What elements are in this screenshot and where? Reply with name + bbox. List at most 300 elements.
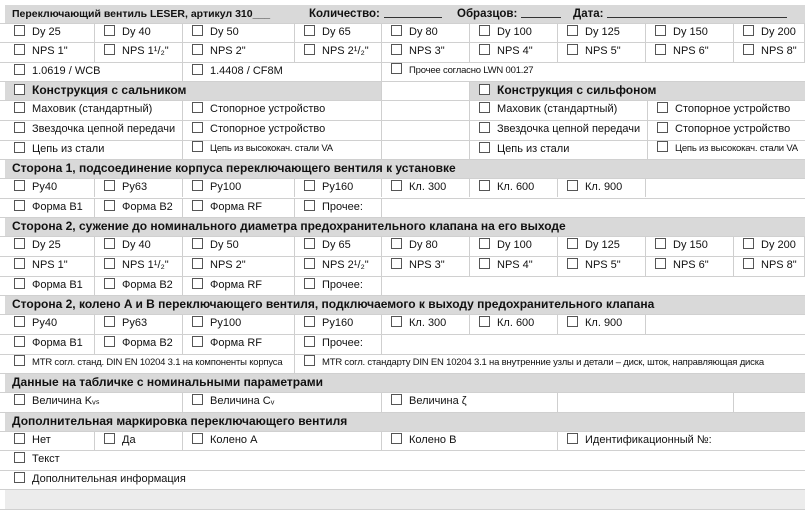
option-label: Dy 25 <box>32 26 61 38</box>
bottom-bar <box>5 489 805 509</box>
bellows-locking2-option[interactable] <box>648 120 805 140</box>
option-label: NPS 5" <box>585 259 621 271</box>
option-label: Кл. 300 <box>409 317 447 329</box>
option-label: Текст <box>32 453 60 465</box>
option-label: NPS 1¹/₂" <box>122 45 169 57</box>
checkbox-icon <box>567 44 578 55</box>
checkbox-icon <box>192 25 203 36</box>
option-label: Ру40 <box>32 181 58 193</box>
checkbox-icon <box>567 238 578 249</box>
blank-cell <box>646 178 805 197</box>
mtr-body-option[interactable] <box>5 354 295 373</box>
option-label: Dy 100 <box>497 239 532 251</box>
dy-size-option[interactable] <box>95 23 183 42</box>
bellows-sprocket-option[interactable] <box>470 120 648 140</box>
option-label: Ру100 <box>210 181 242 193</box>
checkbox-icon <box>391 238 402 249</box>
material-cf8m-option[interactable] <box>183 62 382 81</box>
side2b-pressure-option[interactable] <box>470 314 558 334</box>
option-label: Dy 40 <box>122 239 151 251</box>
checkbox-icon <box>304 25 315 36</box>
side2a-dy-size-option[interactable] <box>382 236 470 256</box>
dy-size-option[interactable] <box>558 23 646 42</box>
option-label: Dy 25 <box>32 239 61 251</box>
dy-size-option[interactable] <box>470 23 558 42</box>
option-label: Колено B <box>409 434 457 446</box>
checkbox-icon <box>391 433 402 444</box>
option-label: NPS 3" <box>409 45 445 57</box>
side1-pressure-option[interactable] <box>5 178 95 197</box>
option-label: Прочее: <box>322 201 363 213</box>
option-label: Цепь из стали <box>497 143 570 155</box>
option-label: NPS 8" <box>761 259 797 271</box>
option-label: NPS 8" <box>761 45 797 57</box>
form-title: Переключающий вентиль LESER, артикул 310___ <box>12 8 271 20</box>
kvs-option[interactable] <box>5 392 183 412</box>
checkbox-icon <box>479 258 490 269</box>
row-divider <box>0 120 805 121</box>
side2a-dy-size-option[interactable] <box>734 236 805 256</box>
option-label: NPS 2¹/₂" <box>322 45 369 57</box>
option-label: Форма B1 <box>32 337 83 349</box>
side2a-nps-size-option[interactable] <box>382 256 470 276</box>
option-label: Dy 80 <box>409 239 438 251</box>
row-divider <box>0 295 805 296</box>
checkbox-icon <box>104 258 115 269</box>
row-divider <box>0 198 805 199</box>
row-divider <box>0 392 805 393</box>
side2a-nps-size-option[interactable] <box>646 256 734 276</box>
side1-form-option[interactable] <box>295 198 382 217</box>
option-label: NPS 3" <box>409 259 445 271</box>
side2b-form-option[interactable] <box>95 334 183 354</box>
dy-size-option[interactable] <box>646 23 734 42</box>
blank-cell <box>382 198 805 217</box>
option-label: Ру63 <box>122 181 148 193</box>
marking-text-option[interactable] <box>5 450 805 470</box>
option-label: Форма RF <box>210 201 262 213</box>
gland-sprocket-option[interactable] <box>5 120 183 140</box>
side2a-dy-size-option[interactable] <box>646 236 734 256</box>
dy-size-option[interactable] <box>734 23 805 42</box>
checkbox-icon <box>391 44 402 55</box>
side2a-nps-size-option[interactable] <box>558 256 646 276</box>
side2a-dy-size-option[interactable] <box>470 236 558 256</box>
checkbox-icon <box>192 394 203 405</box>
bellows-chain-va-option[interactable] <box>648 140 805 159</box>
material-label: 1.4408 / CF8M <box>210 65 283 77</box>
option-label: Да <box>122 434 136 446</box>
gland-locking2-option[interactable] <box>183 120 382 140</box>
side2a-nps-size-option[interactable] <box>95 256 183 276</box>
marking-title: Дополнительная маркировка переключающего вентиля <box>5 412 805 431</box>
bellows-locking-option[interactable] <box>648 100 805 120</box>
row-divider <box>0 314 805 315</box>
option-label: Форма B2 <box>122 201 173 213</box>
bellows-handwheel-option[interactable] <box>470 100 648 120</box>
checkbox-icon <box>104 44 115 55</box>
row-divider <box>0 42 805 43</box>
side2b-form-option[interactable] <box>5 334 95 354</box>
option-label: NPS 1¹/₂" <box>122 259 169 271</box>
checkbox-icon <box>657 141 668 152</box>
side2b-form-option[interactable] <box>183 334 295 354</box>
form-header <box>5 5 805 23</box>
side1-pressure-option[interactable] <box>95 178 183 197</box>
checkbox-icon <box>14 452 25 463</box>
quantity-field[interactable] <box>309 5 380 23</box>
option-label: Форма B2 <box>122 337 173 349</box>
checkbox-icon <box>567 25 578 36</box>
checkbox-icon <box>304 316 315 327</box>
nps-size-option[interactable] <box>646 42 734 62</box>
option-label: Dy 100 <box>497 26 532 38</box>
option-label: NPS 1" <box>32 259 68 271</box>
side2a-nps-size-option[interactable] <box>295 256 382 276</box>
samples-label: Образцов: <box>457 8 518 20</box>
nps-size-option[interactable] <box>295 42 382 62</box>
dy-size-option[interactable] <box>295 23 382 42</box>
row-divider <box>0 140 805 141</box>
checkbox-icon <box>14 200 25 211</box>
nameplate-blank <box>734 392 805 412</box>
checkbox-icon <box>304 258 315 269</box>
option-label: Dy 200 <box>761 239 796 251</box>
side2a-dy-size-option[interactable] <box>183 236 295 256</box>
material-wcb-option[interactable] <box>5 62 183 81</box>
marking-elbow-b-option[interactable] <box>382 431 558 450</box>
option-label: Кл. 900 <box>585 317 623 329</box>
cv-option[interactable] <box>183 392 382 412</box>
option-label: Кл. 900 <box>585 181 623 193</box>
checkbox-icon <box>14 44 25 55</box>
row-divider <box>0 334 805 335</box>
side2a-form-option[interactable] <box>183 276 295 295</box>
checkbox-icon <box>304 180 315 191</box>
option-label: Dy 125 <box>585 239 620 251</box>
checkbox-icon <box>192 238 203 249</box>
checkbox-icon <box>14 122 25 133</box>
side2b-form-option[interactable] <box>295 334 382 354</box>
checkbox-icon <box>304 238 315 249</box>
marking-yes-option[interactable] <box>95 431 183 450</box>
checkbox-icon <box>567 180 578 191</box>
option-label: NPS 6" <box>673 45 709 57</box>
side2b-pressure-option[interactable] <box>295 314 382 334</box>
nps-size-option[interactable] <box>95 42 183 62</box>
row-divider <box>0 509 805 510</box>
row-divider <box>0 373 805 374</box>
option-label: Стопорное устройство <box>210 123 326 135</box>
nps-size-option[interactable] <box>5 42 95 62</box>
side2a-nps-size-option[interactable] <box>183 256 295 276</box>
row-divider <box>0 489 805 490</box>
option-label: Звездочка цепной передачи <box>497 123 641 135</box>
marking-elbow-a-option[interactable] <box>183 431 382 450</box>
side1-form-option[interactable] <box>95 198 183 217</box>
option-label: Dy 200 <box>761 26 796 38</box>
side2b-pressure-option[interactable] <box>558 314 646 334</box>
option-label: Dy 50 <box>210 239 239 251</box>
zeta-option[interactable] <box>382 392 558 412</box>
row-divider <box>0 217 805 218</box>
material-label: Прочее согласно LWN 001.27 <box>409 65 534 76</box>
checkbox-icon <box>14 258 25 269</box>
checkbox-icon <box>479 122 490 133</box>
option-label: Прочее: <box>322 337 363 349</box>
row-divider <box>0 354 805 355</box>
checkbox-icon <box>192 64 203 75</box>
checkbox-icon <box>304 278 315 289</box>
checkbox-icon <box>192 122 203 133</box>
checkbox-icon <box>567 316 578 327</box>
nps-size-option[interactable] <box>558 42 646 62</box>
option-label: Ру160 <box>322 181 354 193</box>
checkbox-icon <box>14 355 25 366</box>
blank-cell <box>382 276 805 295</box>
option-label: NPS 5" <box>585 45 621 57</box>
option-label: Стопорное устройство <box>210 103 326 115</box>
side1-pressure-option[interactable] <box>295 178 382 197</box>
option-label: Величина Kᵥₛ <box>32 395 100 407</box>
side2a-dy-size-option[interactable] <box>558 236 646 256</box>
option-label: Ру63 <box>122 317 148 329</box>
checkbox-icon <box>14 142 25 153</box>
checkbox-icon <box>104 180 115 191</box>
material-other-option[interactable] <box>382 62 805 81</box>
checkbox-icon <box>304 355 315 366</box>
marking-extra-option[interactable] <box>5 470 805 489</box>
checkbox-icon <box>743 44 754 55</box>
checkbox-icon <box>104 200 115 211</box>
blank-cell <box>382 334 805 354</box>
option-label: Dy 125 <box>585 26 620 38</box>
side2b-pressure-option[interactable] <box>95 314 183 334</box>
side2a-title: Сторона 2, сужение до номинального диаметра предохранительного клапана на его выходе <box>5 217 805 236</box>
side2b-pressure-option[interactable] <box>5 314 95 334</box>
bellows-title: Конструкция с сильфоном <box>497 83 657 97</box>
nps-size-option[interactable] <box>382 42 470 62</box>
option-label: Маховик (стандартный) <box>32 103 153 115</box>
option-label: Dy 65 <box>322 239 351 251</box>
gland-chain-va-option[interactable] <box>183 140 382 159</box>
option-label: Колено A <box>210 434 258 446</box>
checkbox-icon <box>14 316 25 327</box>
checkbox-icon <box>104 238 115 249</box>
row-divider <box>0 236 805 237</box>
option-label: Цепь из стали <box>32 143 105 155</box>
option-label: Ру160 <box>322 317 354 329</box>
side2a-nps-size-option[interactable] <box>5 256 95 276</box>
checkbox-icon <box>14 278 25 289</box>
side2a-dy-size-option[interactable] <box>5 236 95 256</box>
side1-form-option[interactable] <box>5 198 95 217</box>
quantity-label: Количество: <box>309 8 380 20</box>
row-divider <box>0 178 805 179</box>
checkbox-icon <box>14 394 25 405</box>
dy-size-option[interactable] <box>183 23 295 42</box>
blank-cell <box>646 314 805 334</box>
row-divider <box>0 100 805 101</box>
option-label: Маховик (стандартный) <box>497 103 618 115</box>
option-label: Звездочка цепной передачи <box>32 123 176 135</box>
checkbox-icon <box>391 258 402 269</box>
side2b-title: Сторона 2, колено A и B переключающего вентиля, подключаемого к выходу предохранительного клапана <box>5 295 805 314</box>
option-label: Ру100 <box>210 317 242 329</box>
gland-title: Конструкция с сальником <box>32 83 187 97</box>
option-label: Dy 150 <box>673 26 708 38</box>
checkbox-icon <box>14 336 25 347</box>
checkbox-icon <box>192 336 203 347</box>
side1-pressure-option[interactable] <box>382 178 470 197</box>
checkbox-icon <box>391 63 402 74</box>
checkbox-icon <box>192 102 203 113</box>
option-label: Кл. 600 <box>497 181 535 193</box>
side1-form-option[interactable] <box>183 198 295 217</box>
checkbox-icon <box>192 200 203 211</box>
side1-pressure-option[interactable] <box>558 178 646 197</box>
option-label: NPS 2" <box>210 259 246 271</box>
checkbox-icon <box>479 102 490 113</box>
option-label: Форма B2 <box>122 279 173 291</box>
marking-no-option[interactable] <box>5 431 95 450</box>
checkbox-icon <box>192 278 203 289</box>
checkbox-icon <box>192 316 203 327</box>
checkbox-icon <box>655 44 666 55</box>
checkbox-icon <box>14 180 25 191</box>
checkbox-icon <box>304 200 315 211</box>
checkbox-icon <box>567 258 578 269</box>
checkbox-icon <box>479 84 490 95</box>
checkbox-icon <box>657 122 668 133</box>
material-label: 1.0619 / WCB <box>32 65 101 77</box>
option-label: Цепь из высококач. стали VA <box>210 143 333 154</box>
option-label: NPS 4" <box>497 259 533 271</box>
side2b-pressure-option[interactable] <box>382 314 470 334</box>
option-label: Форма RF <box>210 337 262 349</box>
row-divider <box>0 431 805 432</box>
side2a-form-option[interactable] <box>295 276 382 295</box>
mtr-internals-option[interactable] <box>295 354 805 373</box>
option-label: NPS 2" <box>210 45 246 57</box>
checkbox-icon <box>391 316 402 327</box>
samples-field[interactable] <box>457 5 517 23</box>
row-divider <box>0 62 805 63</box>
bellows-design-option[interactable] <box>470 81 805 100</box>
checkbox-icon <box>479 142 490 153</box>
nameplate-blank <box>558 392 734 412</box>
option-label: Форма B1 <box>32 279 83 291</box>
side2b-pressure-option[interactable] <box>183 314 295 334</box>
side2a-form-option[interactable] <box>5 276 95 295</box>
option-label: Цепь из высококач. стали VA <box>675 143 798 154</box>
gland-design-option[interactable] <box>5 81 382 100</box>
side2a-nps-size-option[interactable] <box>470 256 558 276</box>
row-divider <box>0 276 805 277</box>
checkbox-icon <box>104 278 115 289</box>
checkbox-icon <box>743 25 754 36</box>
checkbox-icon <box>104 316 115 327</box>
option-label: NPS 1" <box>32 45 68 57</box>
option-label: Прочее: <box>322 279 363 291</box>
option-label: NPS 2¹/₂" <box>322 259 369 271</box>
option-label: Dy 50 <box>210 26 239 38</box>
checkbox-icon <box>391 180 402 191</box>
checkbox-icon <box>304 336 315 347</box>
checkbox-icon <box>14 25 25 36</box>
gland-handwheel-option[interactable] <box>5 100 183 120</box>
option-label: Стопорное устройство <box>675 123 791 135</box>
checkbox-icon <box>192 180 203 191</box>
gland-locking-option[interactable] <box>183 100 382 120</box>
option-label: Идентификационный №: <box>585 434 712 446</box>
checkbox-icon <box>14 433 25 444</box>
dy-size-option[interactable] <box>5 23 95 42</box>
side2a-nps-size-option[interactable] <box>734 256 805 276</box>
side2a-dy-size-option[interactable] <box>295 236 382 256</box>
date-label: Дата: <box>573 8 604 20</box>
checkbox-icon <box>14 472 25 483</box>
checkbox-icon <box>479 44 490 55</box>
marking-ident-option[interactable] <box>558 431 805 450</box>
option-label: Dy 80 <box>409 26 438 38</box>
checkbox-icon <box>14 64 25 75</box>
side2a-form-option[interactable] <box>95 276 183 295</box>
row-divider <box>0 450 805 451</box>
checkbox-icon <box>104 25 115 36</box>
checkbox-icon <box>192 433 203 444</box>
option-label: Величина ζ <box>409 395 467 407</box>
side2a-dy-size-option[interactable] <box>95 236 183 256</box>
checkbox-icon <box>14 238 25 249</box>
row-divider <box>0 412 805 413</box>
checkbox-icon <box>192 258 203 269</box>
nps-size-option[interactable] <box>183 42 295 62</box>
dy-size-option[interactable] <box>382 23 470 42</box>
option-label: Стопорное устройство <box>675 103 791 115</box>
nameplate-title: Данные на табличке с номинальными параметрами <box>5 373 805 392</box>
checkbox-icon <box>391 394 402 405</box>
checkbox-icon <box>657 102 668 113</box>
gland-chain-steel-option[interactable] <box>5 140 183 159</box>
checkbox-icon <box>104 433 115 444</box>
date-field[interactable] <box>573 5 603 23</box>
checkbox-icon <box>567 433 578 444</box>
nps-size-option[interactable] <box>734 42 805 62</box>
checkbox-icon <box>391 25 402 36</box>
checkbox-icon <box>743 238 754 249</box>
side1-pressure-option[interactable] <box>470 178 558 197</box>
option-label: Ру40 <box>32 317 58 329</box>
side1-title: Сторона 1, подсоединение корпуса переключающего вентиля к установке <box>5 159 805 178</box>
checkbox-icon <box>192 141 203 152</box>
checkbox-icon <box>104 336 115 347</box>
option-label: NPS 4" <box>497 45 533 57</box>
option-label: Кл. 600 <box>497 317 535 329</box>
checkbox-icon <box>192 44 203 55</box>
checkbox-icon <box>14 84 25 95</box>
option-label: Форма B1 <box>32 201 83 213</box>
checkbox-icon <box>479 180 490 191</box>
bellows-chain-steel-option[interactable] <box>470 140 648 159</box>
option-label: NPS 6" <box>673 259 709 271</box>
option-label: MTR согл. стандарту DIN EN 10204 3.1 на внутренние узлы и детали – диск, шток, направляющая диска <box>322 357 764 368</box>
row-divider <box>0 81 805 82</box>
side1-pressure-option[interactable] <box>183 178 295 197</box>
row-divider <box>0 159 805 160</box>
option-label: Dy 65 <box>322 26 351 38</box>
nps-size-option[interactable] <box>470 42 558 62</box>
